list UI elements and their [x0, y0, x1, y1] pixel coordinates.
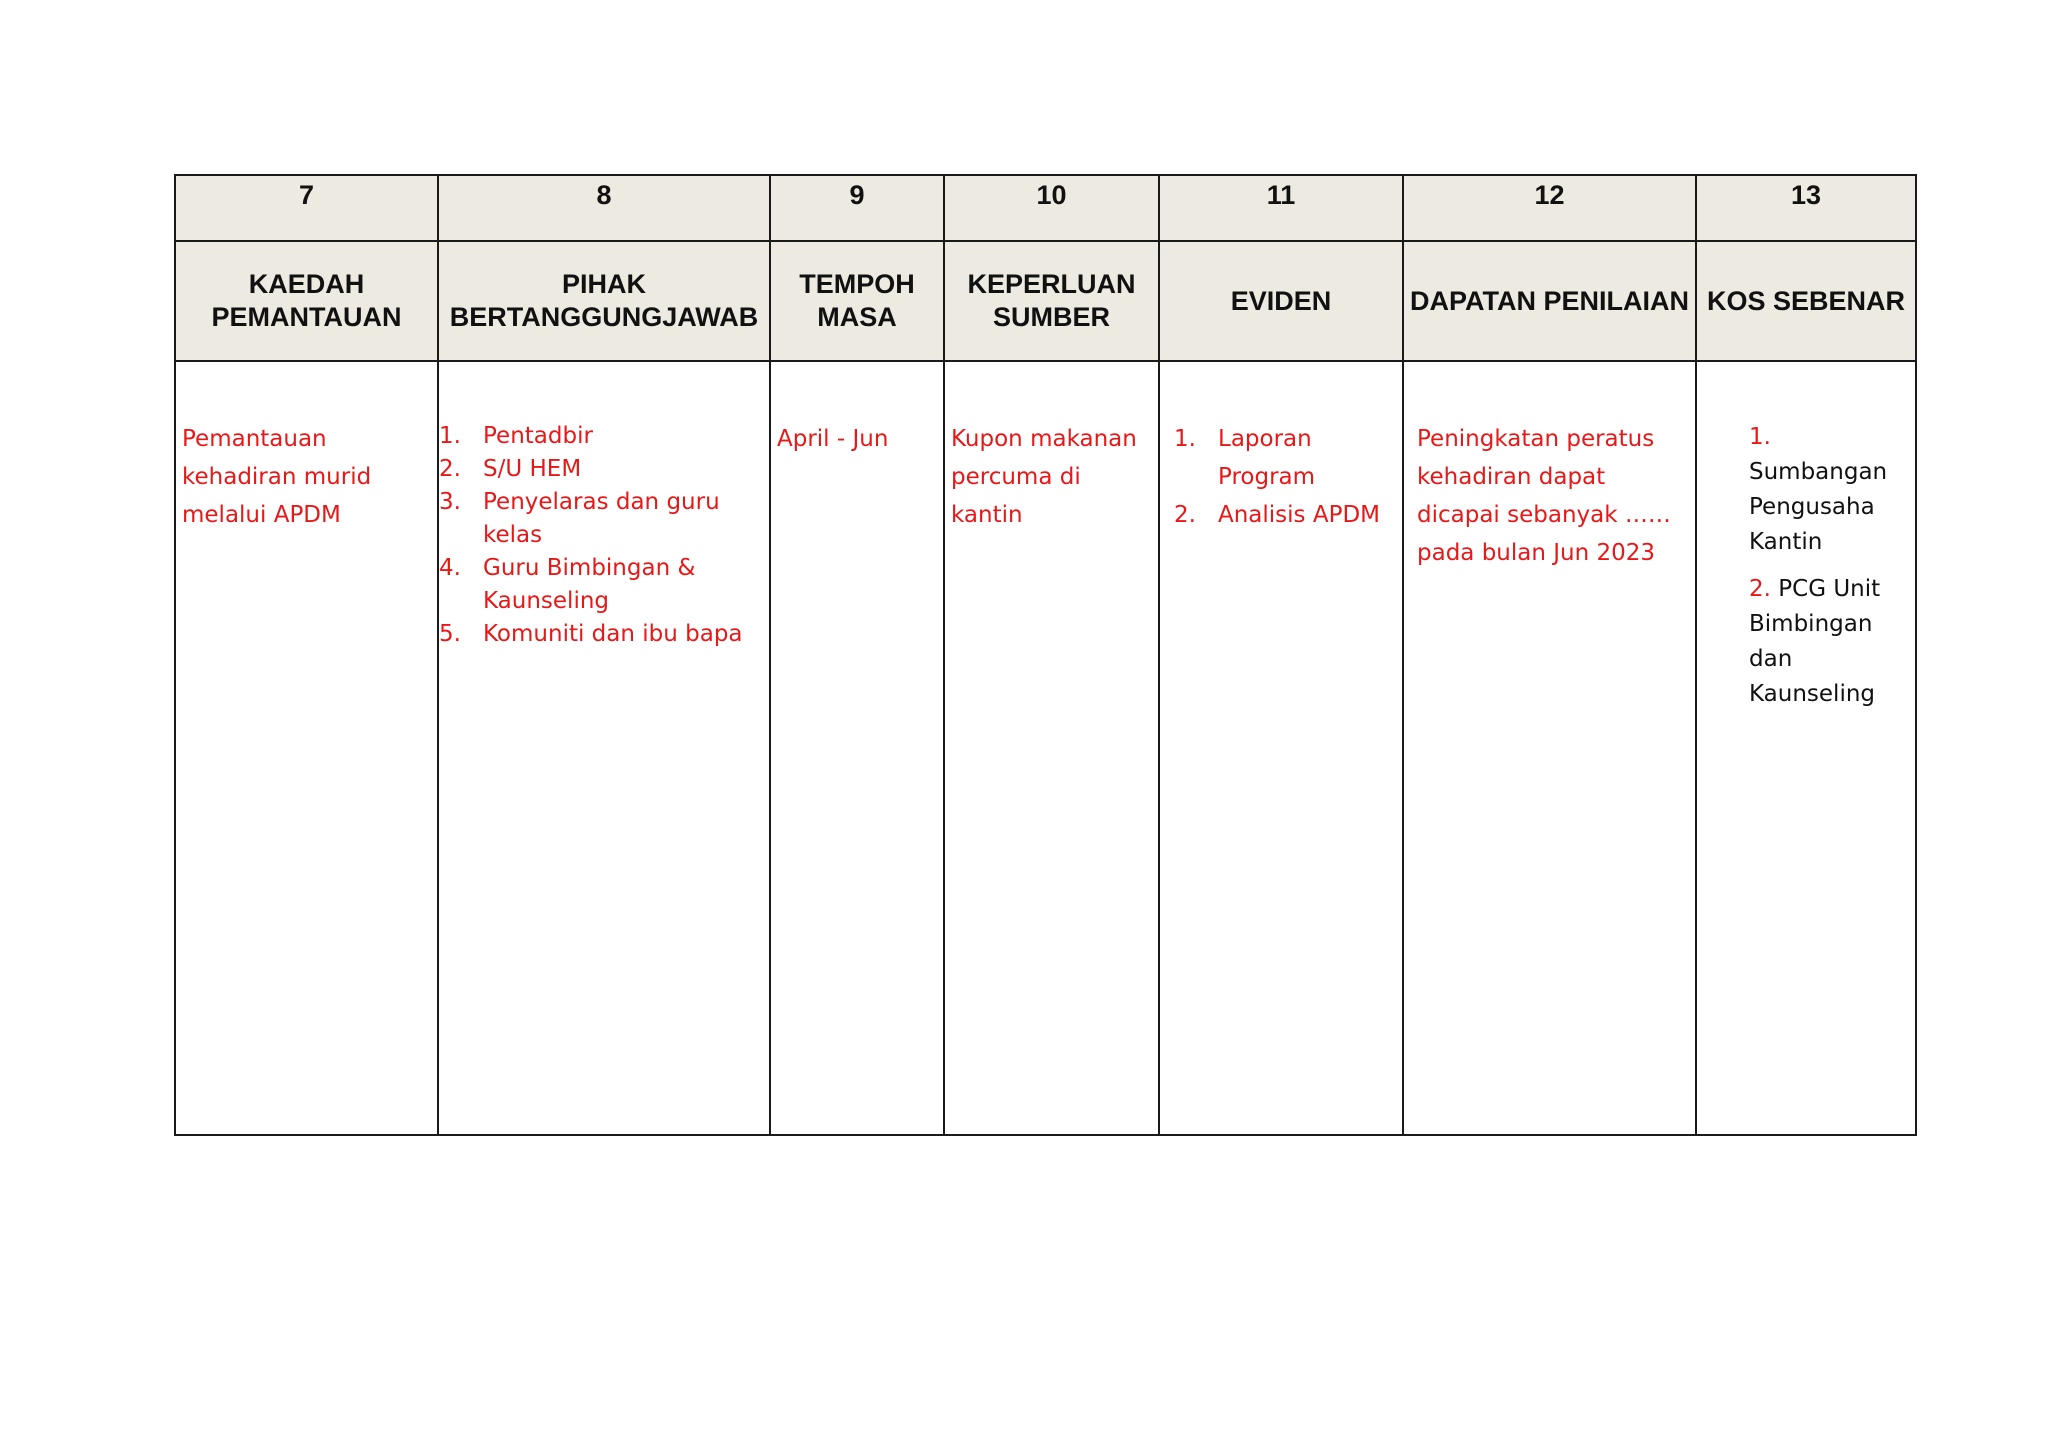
cell-pihak-bertanggungjawab: [438, 361, 770, 1135]
kos-sebenar-list: [1705, 420, 1909, 712]
header-line: MASA: [817, 302, 897, 332]
cell-kos-sebenar: [1696, 361, 1916, 1135]
column-number-13: 13: [1696, 175, 1916, 241]
pihak-list: [439, 420, 763, 651]
keperluan-sumber-text: Kupon makanan percuma di kantin: [951, 426, 1137, 528]
header-line: KOS SEBENAR: [1706, 285, 1906, 316]
header-pihak-bertanggungjawab: [438, 241, 770, 361]
header-eviden: [1159, 241, 1403, 361]
column-number-10: 10: [944, 175, 1159, 241]
column-number-8: 8: [438, 175, 770, 241]
list-item: 5. Komuniti dan ibu bapa: [439, 621, 743, 647]
list-item: 4. Guru Bimbingan & Kaunseling: [439, 555, 696, 614]
header-line: KAEDAH: [248, 269, 365, 299]
header-line: SUMBER: [992, 302, 1110, 332]
column-number-row: [175, 175, 1916, 241]
header-line: DAPATAN PENILAIAN: [1410, 285, 1689, 316]
column-number-7: 7: [175, 175, 438, 241]
column-header-row: [175, 241, 1916, 361]
monitoring-table: [174, 174, 1917, 1136]
header-line: KEPERLUAN: [967, 269, 1136, 299]
header-dapatan-penilaian: [1403, 241, 1696, 361]
list-item: 2. PCG Unit Bimbingan dan Kaunseling: [1749, 576, 1881, 707]
header-kaedah-pemantauan: [175, 241, 438, 361]
header-kos-sebenar: [1696, 241, 1916, 361]
header-line: PIHAK: [561, 269, 646, 299]
cell-kaedah-pemantauan: [175, 361, 438, 1135]
cell-dapatan-penilaian: [1403, 361, 1696, 1135]
tempoh-masa-text: April - Jun: [777, 426, 889, 452]
eviden-list: [1174, 420, 1396, 534]
column-number-11: 11: [1159, 175, 1403, 241]
list-item: 1. Pentadbir: [439, 423, 593, 449]
header-line: PEMANTAUAN: [211, 302, 402, 332]
cell-tempoh-masa: [770, 361, 944, 1135]
header-tempoh-masa: [770, 241, 944, 361]
header-keperluan-sumber: [944, 241, 1159, 361]
cell-eviden: [1159, 361, 1403, 1135]
list-item: 1. Laporan Program: [1174, 426, 1316, 490]
list-item: 1. Sumbangan Pengusaha Kantin: [1749, 424, 1888, 555]
list-item: 2. Analisis APDM: [1174, 502, 1381, 528]
kaedah-pemantauan-text: Pemantauan kehadiran murid melalui APDM: [182, 426, 372, 528]
header-line: BERTANGGUNGJAWAB: [449, 302, 759, 332]
dapatan-penilaian-text: Peningkatan peratus kehadiran dapat dicapai sebanyak …… pada bulan Jun 2023: [1417, 426, 1671, 566]
header-line: TEMPOH: [799, 269, 915, 299]
cell-keperluan-sumber: [944, 361, 1159, 1135]
column-number-9: 9: [770, 175, 944, 241]
list-item: 2. S/U HEM: [439, 456, 582, 482]
list-item: 3. Penyelaras dan guru kelas: [439, 489, 720, 548]
table-row: [175, 361, 1916, 1135]
column-number-12: 12: [1403, 175, 1696, 241]
header-line: EVIDEN: [1230, 285, 1332, 316]
